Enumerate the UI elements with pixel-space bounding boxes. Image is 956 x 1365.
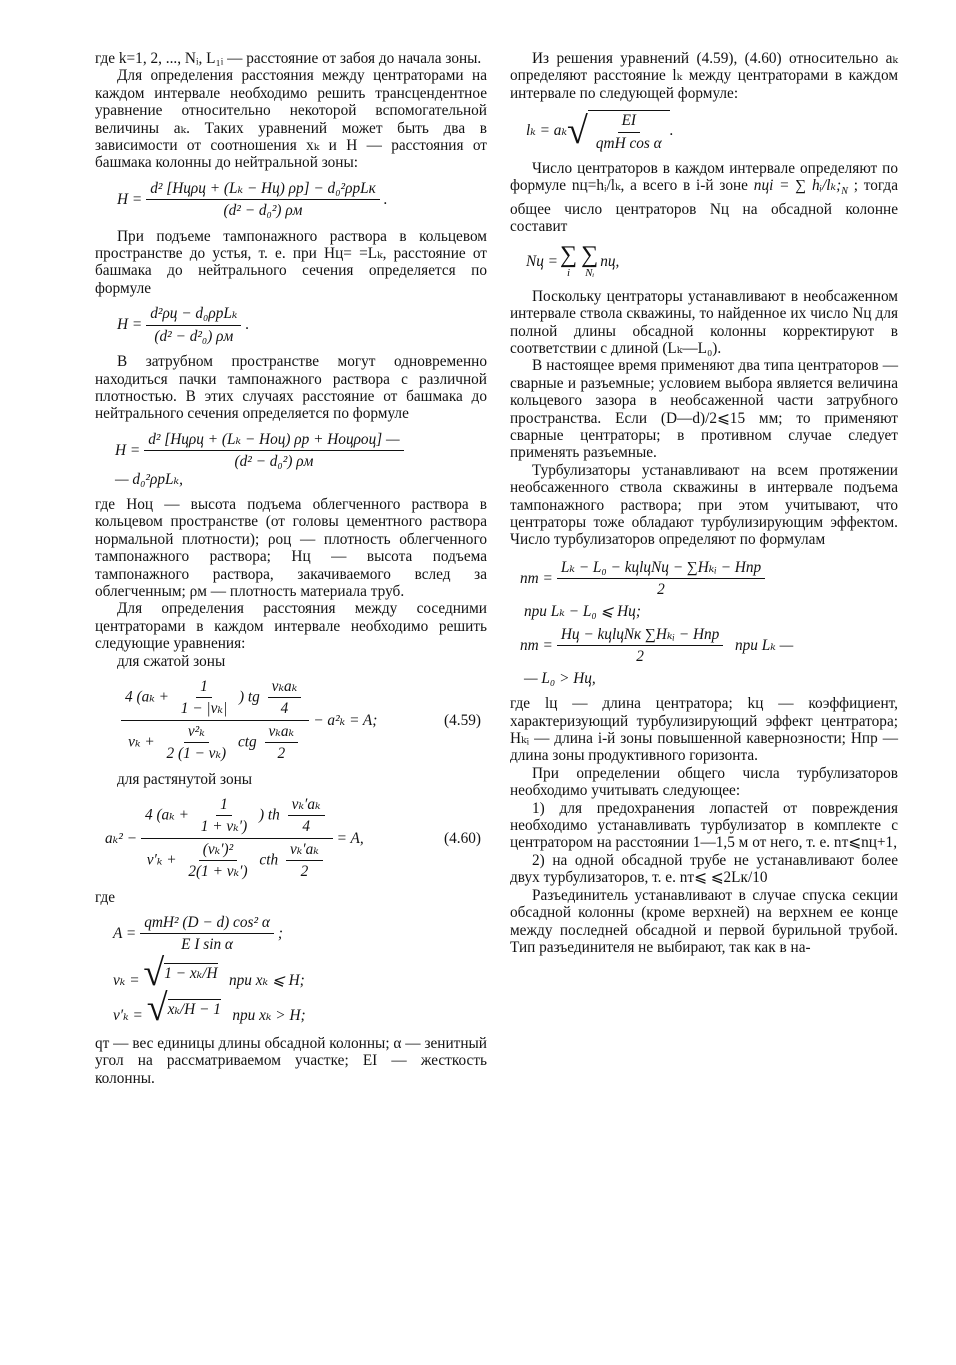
paragraph-solution: Из решения уравнений (4.59), (4.60) относительно aₖ определяют расстояние lₖ между центраторами в каждом интервале по следующей формуле: [510,50,898,102]
eq1-numerator: d² [Hцρц + (Lₖ − Hц) ρр] − d₀²ρрLк [146,180,380,200]
paragraph-separator: Разъединитель устанавливают в случае спуска секции обсадной колонны (кроме верхней) на верхнем ее конце между последней обсадной и первой бурильной трубой. Тип разъединителя не выбирают, так как в на- [510,886,898,956]
equation-h-3: H = $\frac{\text{d² [Hцρц + (Lₖ − Hоц) ρр + Hоцρоц] —}}{\text{(d² − d₀²) ρм}}$ [115,431,487,471]
equation-4-60: aₖ² − 4 (aₖ + $\frac{1}{\text{1 + vₖ′)}}$ ) th $\frac{\text{vₖ′aₖ}}{4}$ v′ₖ + $\frac{\text{(vₖ′)²}}{\text{2(1 + vₖ′)}}$ cth $\frac{\text{vₖ′aₖ}}{2}$ = A, (4.60) [105,796,481,881]
eq-nt2-denominator: 2 [636,648,644,666]
eq-nt2-numerator: Hц − kцlцNк ∑Hₖᵢ − Hпр [557,626,723,646]
equation-a: A = $\frac{\text{qтH² (D − d) cos² α}}{\text{E I sin α}}$ ; [113,914,283,954]
list-item-1: 1) для предохранения лопастей от повреждения необходимо устанавливать турбулизатор в комплекте с центратором на расстоянии 1—1,5 м от него, т. е. nт⩽nц+1, [510,799,898,852]
paragraph-where-k: где k=1, 2, ..., Nᵢ, L₁ᵢ — расстояние от забоя до начала зоны. [95,50,482,67]
equation-v: vₖ = √ 1 − xₖ/H при xₖ ⩽ H; [113,951,305,994]
paragraph-since: Поскольку центраторы устанавливают в необсаженном интервале ствола скважины, то найденное их число Nц для полной длины обсадной колонны корректируют в соответствии с длиной (Lₖ—L₀). [510,287,898,357]
eq-nt1-denominator: 2 [657,581,665,599]
equation-h-3-continuation: — d₀²ρрLₖ, [115,470,183,488]
eqa-numerator: qтH² (D − d) cos² α [140,914,274,934]
eq3-denominator: (d² − d₀²) ρм [234,453,314,471]
list-item-2: 2) на одной обсадной трубе не устанавливают более двух турбулизаторов, т. е. nт⩽ ⩽2Lк/10 [510,851,898,887]
equation-nt-2-continuation: — L₀ > Hц, [524,669,596,687]
equation-h-1: H = $\frac{\text{d² [Hцρц + (Lₖ − Hц) ρр] − d₀²ρрLк}}{\text{(d² − d₀²) ρм}}$ . [117,179,388,220]
equation-v-prime: v′ₖ = √ xₖ/H − 1 при xₖ > H; [113,987,306,1030]
paragraph-annulus: В затрубном пространстве могут одновременно находиться пачки тампонажного раствора с различной плотностью. В этих случаях расстояние от башмака до нейтрального сечения определяется по формуле [95,353,487,423]
eq3-numerator: d² [Hцρц + (Lₖ − Hоц) ρр + Hоцρоц] — [144,431,403,451]
equation-l: lₖ = aₖ √ $\frac{EI}{\text{qтH cos α}}$ . [526,110,674,153]
eq1-denominator: (d² − d₀²) ρм [223,202,303,220]
formula-nci: nцi = ∑ $hᵢ/l_k;_N$ [753,177,848,198]
equation-nt-1: nт = $\frac{\text{Lₖ − L₀ − kцlцNц − ∑Hₖᵢ − Hпр}}{2}$ [520,559,898,599]
paragraph-number: Число центраторов в каждом интервале определяют по формуле nц=hᵢ/lₖ, а всего в i-й зоне nцi = ∑ $hᵢ/l_k;_N$ ; тогда общее число центраторов Nц на обсадной колонне составит [510,160,899,236]
equation-nt-2: nт = $\frac{\text{Hц − kцlцNк ∑Hₖᵢ − Hпр}}{2}$ при Lₖ — [520,626,794,666]
paragraph-qt: qт — вес единицы длины обсадной колонны; α — зенитный угол на рассматриваемом участке; EI — жесткость колонны. [95,1034,487,1087]
equation-4-59: 4 (aₖ + $\frac{1}{\text{1 − |vₖ|}}$ ) tg $\frac{\text{vₖaₖ}}{4}$ vₖ + $\frac{\text{v²ₖ}}{\text{2 (1 − vₖ)}}$ ctg $\frac{\text{vₖaₖ}}{2}$ − a²ₖ = A; (4.59) [117,678,487,763]
paragraph-where-hoc: где Hоц — высота подъема облегченного раствора в кольцевом пространстве (от головы цементного раствора нормальной плотности); ρоц — плотность облегченного тампонажного раствора; Hц — высота подъема тампонажного раствора, закачиваемого вслед за облегченным; ρм — плотность материала труб. [95,495,487,600]
equation-n-total: Nц = ∑ i ∑ Nᵢ nц, [526,241,620,279]
equation-number-4-59: (4.59) [444,711,481,729]
paragraph-adjacent: Для определения расстояния между соседними центраторами в каждом интервале необходимо решить следующие уравнения: [95,600,487,653]
paragraph-where-lc: где lц — длина центратора; kц — коэффициент, характеризующий турбулизирующий эффект центратора; Hₖᵢ — длина i-й зоны повышенной кавернозности; Hпр — длина зоны продуктивного горизонта. [510,695,898,765]
eq-nt1-numerator: Lₖ − L₀ − kцlцNц − ∑Hₖᵢ − Hпр [557,559,765,579]
label-compressed-zone: для сжатой зоны [117,652,226,670]
label-tension-zone: для растянутой зоны [117,770,253,788]
paragraph-total: При определении общего числа турбулизаторов необходимо учитывать следующее: [510,764,898,800]
paragraph-types: В настоящее время применяют два типа центраторов — сварные и разъемные; условием выбора является величина кольцевого зазора в необсаженной части затрубного пространства. Если (D—d)/2⩽15 мм; то применяют сварные центраторы; в противном случае следует применять разъемные. [510,357,898,462]
right-column [510,50,898,956]
paragraph-determine: Для определения расстояния между центраторами на каждом интервале необходимо решить трансцендентное уравнение относительно некоторой вспомогательной величины aₖ. Таких уравнений может быть два в зависимости от соотношения xₖ и H — расстояния от башмака колонны до нейтральной зоны: [95,67,487,172]
eqa-denominator: E I sin α [181,936,233,954]
left-column [95,50,487,1087]
paragraph-turbulizers: Турбулизаторы устанавливают на всем протяжении необсаженного ствола скважины в интервале подъема тампонажного раствора; при этом учитывают, что центраторы тоже обладают турбулизирующим эффектом. Число турбулизаторов определяют по формулам [510,461,898,549]
eq2-numerator: d²ρц − d₀ρрLₖ [146,305,241,325]
label-where: где [95,888,116,906]
equation-number-4-60: (4.60) [444,829,481,847]
paragraph-lift: При подъеме тампонажного раствора в кольцевом пространстве до устья, т. е. при Hц= =Lₖ, расстояние от башмака до нейтрального сечения определяется по формуле [95,227,487,297]
equation-h-2: H = $\frac{\text{d²ρц − d₀ρрLₖ}}{\text{(d² − d²₀) ρм}}$ . [117,305,250,345]
equation-nt-1-condition: при Lₖ − L₀ ⩽ Hц; [524,602,641,620]
eq2-denominator: (d² − d²₀) ρм [154,327,234,345]
